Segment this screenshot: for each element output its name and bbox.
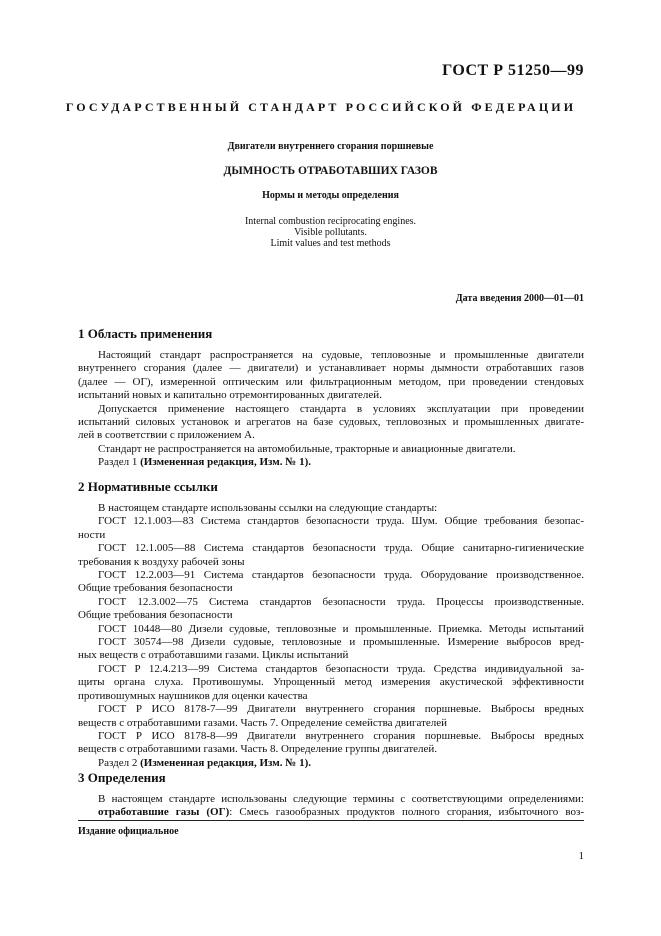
footer-divider [78,820,584,821]
reference-line: ГОСТ Р ИСО 8178-8—99 Двигатели внутреннего сгорания поршневые. Выбросы вредных [98,729,584,742]
english-title [0,216,661,249]
section-3-heading: 3 Определения [78,770,166,785]
document-title: ДЫМНОСТЬ ОТРАБОТАВШИХ ГАЗОВ [223,165,438,177]
reference-line: ГОСТ 12.3.002—75 Система стандартов безопасности труда. Процессы производственные. [98,595,584,608]
reference-line: ГОСТ 30574—98 Дизели судовые, тепловозные и промышленные. Измерение выбросов вред- [98,636,584,649]
english-title-line: Visible pollutants. [294,227,367,238]
text-line: испытаний силовых установок и агрегатов на базе судовых, тепловозных и промышленных двигате- [78,416,584,429]
section-3-body [98,793,584,820]
amendment-note: Раздел 1 (Измененная редакция, Изм. № 1). [98,456,311,469]
standard-code: ГОСТ Р 51250—99 [442,62,584,79]
section-1-heading: 1 Область применения [78,326,213,341]
section-1-body [78,349,584,470]
text-line: внутреннего сгорания (далее — двигатели) и устанавливает нормы дымности отработавших газов [78,362,584,375]
reference-line: ности [78,528,106,541]
text-line: лей в соответствии с приложением А. [78,429,255,442]
reference-line: ГОСТ 12.1.005—88 Система стандартов безопасности труда. Общие санитарно-гигиенические [98,542,584,555]
reference-line: ГОСТ Р ИСО 8178-7—99 Двигатели внутреннего сгорания поршневые. Выбросы вредных [98,703,584,716]
reference-line: ных веществ с отработавшими газами. Циклы испытаний [78,649,349,662]
reference-line: ГОСТ 12.1.003—83 Система стандартов безопасности труда. Шум. Общие требования безопас- [98,515,584,528]
introduction-date: Дата введения 2000—01—01 [455,293,584,304]
amendment-note: Раздел 2 (Измененная редакция, Изм. № 1). [98,756,311,769]
reference-line: противошумных наушников для оценки качества [78,689,308,702]
state-standard-heading: ГОСУДАРСТВЕННЫЙ СТАНДАРТ РОССИЙСКОЙ ФЕДЕРАЦИИ [65,100,577,114]
page-number: 1 [578,850,584,862]
reference-line: ГОСТ 12.2.003—91 Система стандартов безопасности труда. Оборудование производственное. [98,569,584,582]
reference-line: ГОСТ Р 12.4.213—99 Система стандартов безопасности труда. Средства индивидуальной за- [98,662,584,675]
text-line: Настоящий стандарт распространяется на судовые, тепловозные и промышленные двигатели [98,349,584,361]
section-2-heading: 2 Нормативные ссылки [78,479,218,494]
text-line: Стандарт не распространяется на автомобильные, тракторные и авиационные двигатели. [98,442,516,455]
reference-line: Общие требования безопасности [78,582,233,595]
english-title-line: Limit values and test methods [270,238,391,249]
title-subtitle: Нормы и методы определения [262,190,399,201]
text-line: испытаний новых и капитально отремонтированных двигателей. [78,389,382,402]
reference-line: ГОСТ 10448—80 Дизели судовые, тепловозные и промышленные. Приемка. Методы испытаний [98,622,584,635]
section-2-body [78,502,584,770]
text-line: Допускается применение настоящего стандарта в условиях эксплуатации при проведении [98,402,584,415]
text-line: (далее — ОГ), измеренной оптическим или фильтрационным методом, при проведении стендовых [78,375,584,388]
definition-line: отработавшие газы (ОГ): Смесь газообразных продуктов полного сгорания, избыточного воз- [98,806,585,819]
reference-line: веществ с отработавшими газами. Часть 7. Определение семейства двигателей [78,716,448,729]
reference-line: щиты органа слуха. Противошумы. Упрощенный метод измерения акустической эффективности [78,676,584,689]
text-line: В настоящем стандарте использованы следующие термины с соответствующими определениями: [98,793,584,805]
title-line-1: Двигатели внутреннего сгорания поршневые [227,141,434,152]
edition-note: Издание официальное [78,826,179,837]
english-title-line: Internal combustion reciprocating engines. [244,216,417,227]
reference-line: веществ с отработавшими газами. Часть 8. Определение группы двигателей. [78,743,438,756]
reference-line: Общие требования безопасности [78,609,233,622]
reference-line: требования к воздуху рабочей зоны [78,555,245,568]
text-line: В настоящем стандарте использованы ссылки на следующие стандарты: [98,502,438,514]
